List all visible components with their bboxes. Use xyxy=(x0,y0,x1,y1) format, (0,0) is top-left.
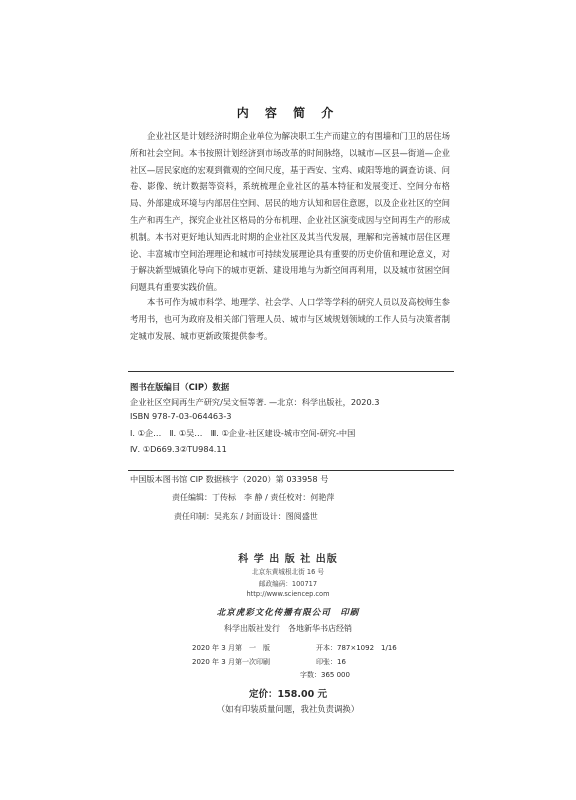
word-count: 字数：365 000 xyxy=(300,671,350,679)
book-format: 开本：787×1092 1/16 xyxy=(316,644,397,652)
cip-line-subjects: Ⅰ. ①企… Ⅱ. ①吴… Ⅲ. ①企业-社区建设-城市空间-研究-中国 xyxy=(130,428,356,438)
divider-bottom xyxy=(128,470,454,471)
printer-name: 北京虎彩文化传播有限公司 印刷 xyxy=(216,608,360,618)
credits-editors: 责任编辑：丁传标 李 静 / 责任校对：何艳萍 xyxy=(172,493,335,502)
quality-notice: （如有印装质量问题，我社负责调换） xyxy=(216,704,360,714)
credits-production: 责任印制：吴兆东 / 封面设计：图阅盛世 xyxy=(174,512,318,521)
divider-top xyxy=(128,371,454,372)
edition-date: 2020 年 3 月第 一 版 xyxy=(192,644,270,652)
cip-data-number: 中国版本图书馆 CIP 数据核字（2020）第 033958 号 xyxy=(130,474,329,484)
page-title: 内 容 简 介 xyxy=(236,106,340,120)
publisher-website: http://www.sciencep.com xyxy=(246,590,330,598)
publisher-zip: 邮政编码：100717 xyxy=(258,580,318,588)
price: 定价：158.00 元 xyxy=(249,689,327,700)
publisher-name: 科 学 出 版 社 出版 xyxy=(238,554,338,565)
publisher-address: 北京东黄城根北街 16 号 xyxy=(252,568,324,576)
intro-paragraph-2: 本书可作为城市科学、地理学、社会学、人口学等学科的研究人员以及高校师生参考用书，也可为政府及相关部门管理人员、城市与区域规划领域的工作人员与决策者制定城市发展、城市更新政策提供参考。 xyxy=(130,297,450,341)
intro-paragraph-1: 企业社区是计划经济时期企业单位为解决职工生产而建立的有围墙和门卫的居住场所和社会空间。本书按照计划经济到市场改革的时间脉络，以城市—区县—街道—企业社区—居民家庭的宏观到微观的空间尺度，基于西安、宝鸡、咸阳等地的调查访谈、问卷、影像、统计数据等资料，系统梳理企业社区的基本特征和发展变迁、空间分布格局、外部建成环境与内部居住空间、居民的地方认知和居住意愿，以及企业社区的空间生产和再生产，探究企业社区格局的分布机理、企业社区演变成因与空间再生产的形成机制。本书对更好地认知西北时期的企业社区及其当代发展，理解和完善城市居住区理论、丰富城市空间治理理论和城市可持续发展理论具有重要的历史价值和理论意义，对于解决新型城镇化导向下的城市更新、建设用地与为新空间再利用，以及城市贫困空间问题具有重要实践价值。 xyxy=(130,131,450,293)
cip-heading: 图书在版编目（CIP）数据 xyxy=(130,382,230,392)
printing-date: 2020 年 3 月第一次印刷 xyxy=(192,658,270,666)
distribution-line: 科学出版社发行 各地新华书店经销 xyxy=(224,624,352,633)
printed-sheets: 印张：16 xyxy=(316,658,346,666)
cip-line-title: 企业社区空间再生产研究/吴文恒等著. —北京：科学出版社，2020.3 xyxy=(130,397,380,407)
cip-line-isbn: ISBN 978-7-03-064463-3 xyxy=(130,411,232,421)
cip-line-classification: Ⅳ. ①D669.3②TU984.11 xyxy=(130,444,227,454)
